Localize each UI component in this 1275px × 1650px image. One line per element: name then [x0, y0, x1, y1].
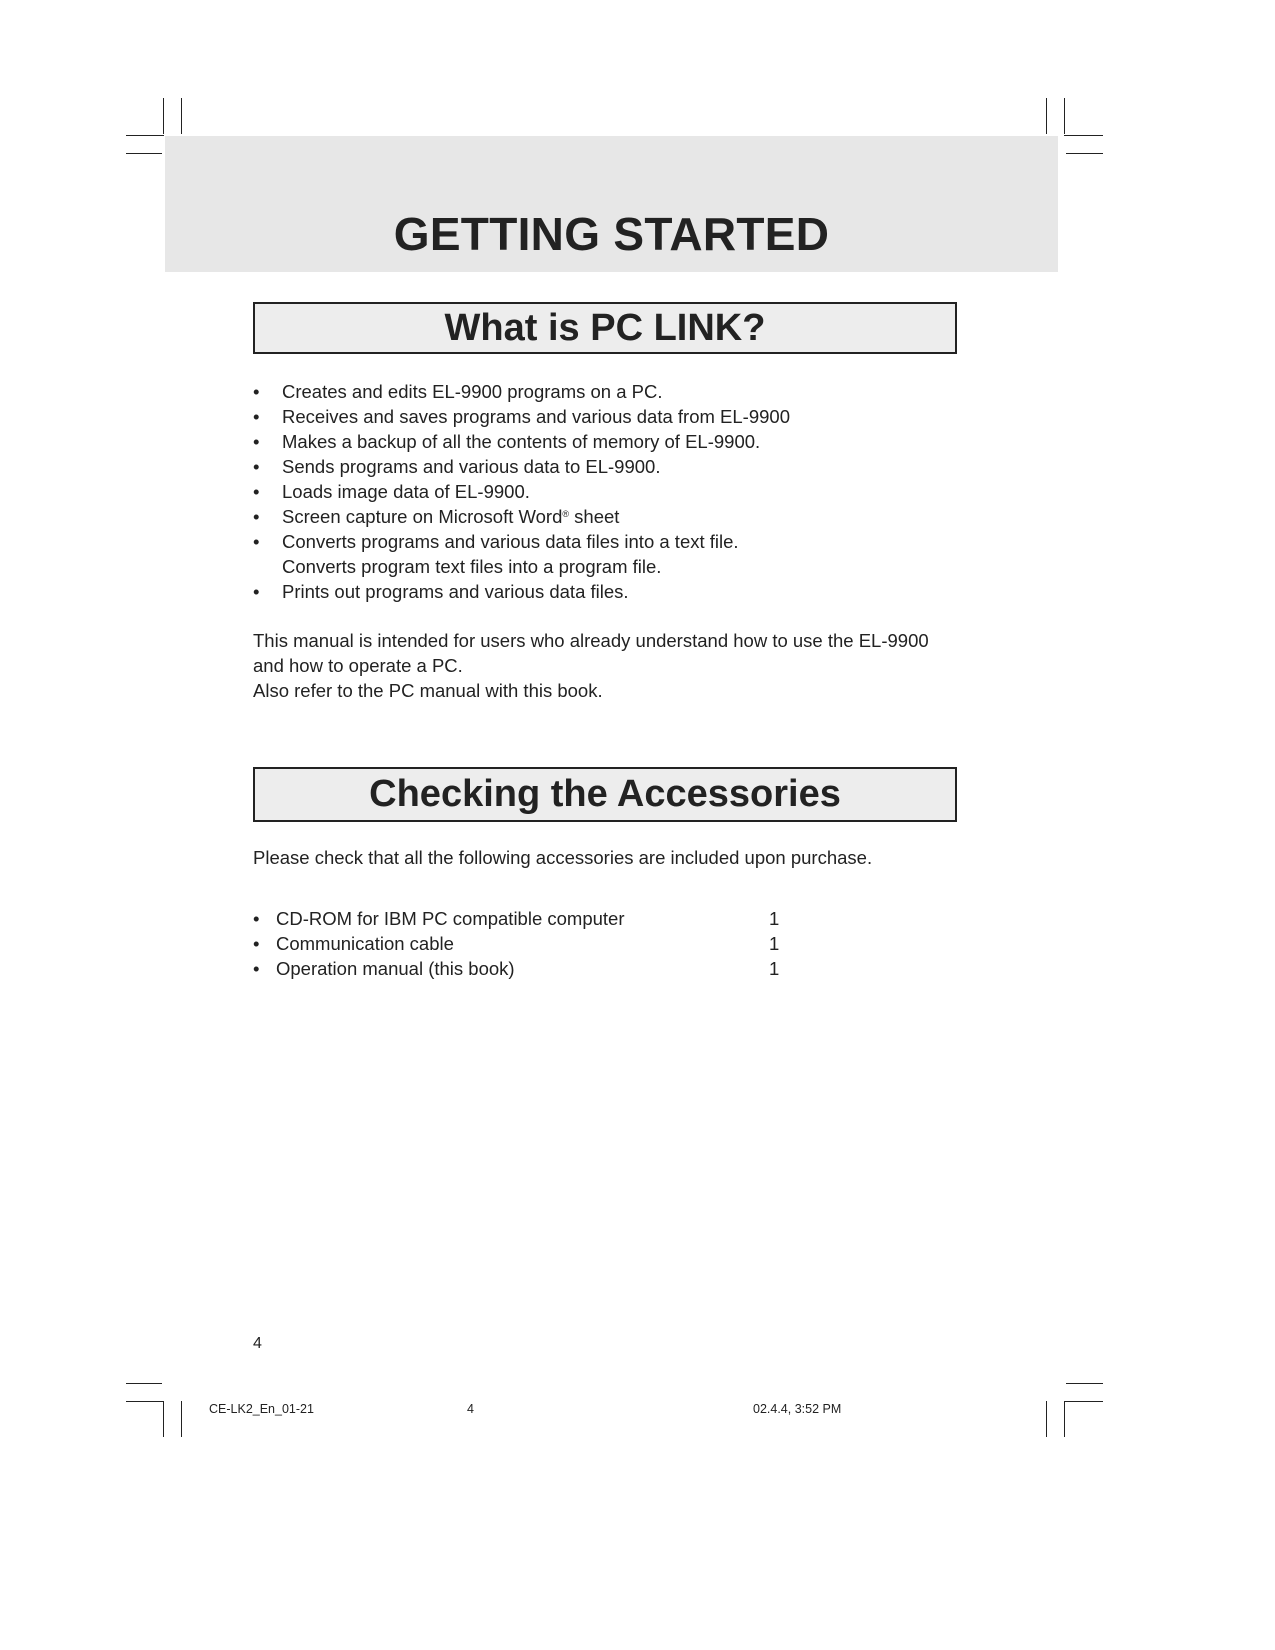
bullet-icon: •	[253, 908, 260, 929]
footer-file-name: CE-LK2_En_01-21	[209, 1402, 314, 1416]
crop-mark	[1066, 1383, 1103, 1384]
bullet-icon: •	[253, 381, 260, 402]
bullet-icon: •	[253, 581, 260, 602]
registered-mark: ®	[562, 509, 570, 519]
list-item: • Loads image data of EL-9900.	[253, 481, 530, 502]
bullet-icon: •	[253, 456, 260, 477]
list-item	[253, 931, 793, 956]
accessory-qty: 1	[769, 908, 780, 929]
list-item: • Screen capture on Microsoft Word® sheet	[253, 506, 620, 527]
crop-mark	[163, 1401, 164, 1437]
bullet-icon: •	[253, 933, 260, 954]
bullet-icon: •	[253, 406, 260, 427]
page-number: 4	[253, 1335, 262, 1352]
list-item: • Prints out programs and various data files.	[253, 581, 629, 602]
list-item: • Creates and edits EL-9900 programs on a PC.	[253, 381, 663, 402]
list-item: • Sends programs and various data to EL-9900.	[253, 456, 661, 477]
chapter-title: GETTING STARTED	[393, 208, 830, 260]
bullet-icon: •	[253, 431, 260, 452]
accessory-list	[253, 906, 793, 981]
crop-mark	[126, 1383, 162, 1384]
list-item: • Receives and saves programs and various data from EL-9900	[253, 406, 790, 427]
crop-mark	[1064, 98, 1065, 134]
footer-page: 4	[467, 1402, 474, 1416]
list-item	[253, 906, 793, 931]
crop-mark	[1064, 135, 1103, 136]
accessory-name: CD-ROM for IBM PC compatible computer	[276, 908, 625, 929]
accessory-qty: 1	[769, 958, 780, 979]
crop-mark	[181, 1401, 182, 1437]
crop-mark	[1046, 98, 1047, 134]
crop-mark	[126, 1401, 164, 1402]
intro-paragraph: This manual is intended for users who already understand how to use the EL-9900 and how to operate a PC. Also refer to the PC manual with this book.	[253, 630, 929, 701]
section-title-pc-link: What is PC LINK?	[253, 302, 957, 354]
feature-list	[253, 379, 973, 604]
accessory-name: Operation manual (this book)	[276, 958, 515, 979]
crop-mark	[1046, 1401, 1047, 1437]
list-item	[253, 956, 793, 981]
crop-mark	[126, 153, 162, 154]
section-title-accessories: Checking the Accessories	[253, 767, 957, 822]
accessory-name: Communication cable	[276, 933, 454, 954]
crop-mark	[126, 135, 164, 136]
crop-mark	[1064, 1401, 1103, 1402]
crop-mark	[1066, 153, 1103, 154]
accessories-note: Please check that all the following accessories are included upon purchase.	[253, 847, 873, 868]
list-item: • Converts programs and various data files into a text file. Converts program text files into a program file.	[253, 531, 739, 577]
bullet-icon: •	[253, 481, 260, 502]
footer-timestamp: 02.4.4, 3:52 PM	[753, 1402, 842, 1416]
list-item: • Makes a backup of all the contents of memory of EL-9900.	[253, 431, 761, 452]
crop-mark	[163, 98, 164, 134]
bullet-icon: •	[253, 958, 260, 979]
accessory-qty: 1	[769, 933, 780, 954]
bullet-icon: •	[253, 531, 260, 552]
crop-mark	[1064, 1401, 1065, 1437]
crop-mark	[181, 98, 182, 134]
bullet-icon: •	[253, 506, 260, 527]
